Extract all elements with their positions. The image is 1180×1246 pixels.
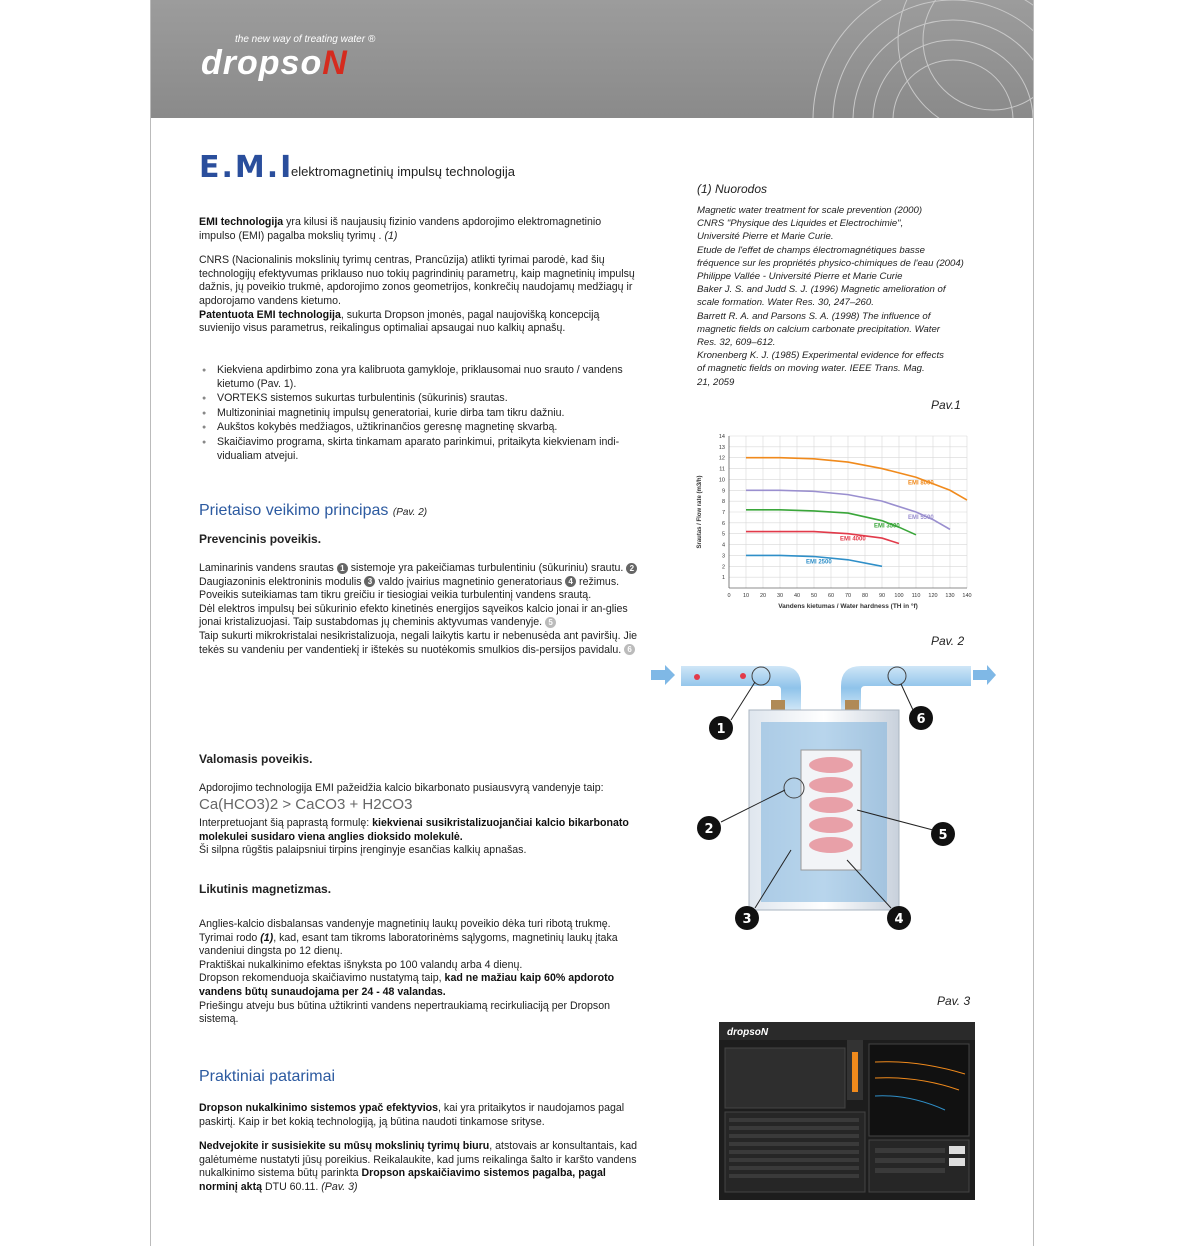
document-page xyxy=(150,0,1034,1246)
outlet-pipe-icon xyxy=(841,666,971,710)
logo-main: dropso xyxy=(201,44,323,82)
x-tick-label: 40 xyxy=(793,593,801,599)
calculation-software-screenshot xyxy=(719,1022,975,1200)
residual-subheading: Likutinis magnetizmas. xyxy=(199,882,332,896)
reference-line: CNRS "Physique des Liquides et Electrochimie", xyxy=(697,218,904,230)
y-tick-label: 4 xyxy=(721,542,725,549)
intro-section xyxy=(199,216,639,347)
series-label: EMI 3500 xyxy=(874,523,900,530)
marker-3-label: 3 xyxy=(742,912,752,927)
residual-text: Anglies-kalcio disbalansas vandenyje magnetinių laukų poveikio dėka turi ribotą trukmę. Tyrimai rodo (1), kad, esant tam tikroms laboratorinėms sąlygoms, magnetinių laukų įtaka vandeniui dingsta po 12 dienų. Praktiškai nukalkinimo efektas išnyksta po 100 valandų arba 4 dienų. Dropson rekomenduoja skaičiavimo nustatymą taip, kad ne mažiau kaip 60% apdoroto vandens būtų sunaudojama per 24 - 48 valandas. Priešingu atveju bus būtina užtikrinti vandens nepertraukiamą recirkuliaciją per Dropson sistemą. xyxy=(199,918,618,1026)
x-tick-label: 10 xyxy=(742,593,750,599)
y-tick-label: 2 xyxy=(721,564,725,571)
x-tick-label: 140 xyxy=(962,593,972,599)
marker-5-label: 5 xyxy=(938,828,948,843)
list-item: ● Skaičiavimo programa, skirta tinkamam aparato parinkimui, pritaikyta kiekvienam indi-vidualiam atvejui. xyxy=(199,436,639,463)
device-diagram xyxy=(651,660,996,960)
tagline: the new way of treating water ® xyxy=(235,34,376,45)
reference-line: Res. 32, 609–612. xyxy=(697,337,776,349)
figure-label-3: Pav. 3 xyxy=(937,994,971,1008)
intro-paragraph-2: CNRS (Nacionalinis mokslinių tyrimų centras, Prancūzija) atlikti tyrimai parodė, kad šių technologijų efektyvumas priklauso nuo tokių pagrindinių parametrų, kaip magnetinių impulsų dažnis, jų poveikio trukmė, apdorojimo zonos geometrijos, konkrečių naudojamų medžiagų ir apdorojamo vandens kietumo. xyxy=(199,254,635,307)
number-3-icon: 3 xyxy=(364,576,375,587)
x-tick-label: 120 xyxy=(928,593,938,599)
x-tick-label: 50 xyxy=(810,593,818,599)
reference-line: scale formation. Water Res. 30, 247–260. xyxy=(697,297,874,309)
reference-line: fréquence sur les propriétés physico-chimiques de l'eau (2004) xyxy=(697,257,964,269)
y-tick-label: 9 xyxy=(721,488,725,495)
y-tick-label: 5 xyxy=(721,531,725,538)
marker-4-label: 4 xyxy=(894,912,904,927)
y-tick-label: 3 xyxy=(721,553,725,560)
y-tick-label: 8 xyxy=(721,499,725,506)
curative-text: Apdorojimo technologija EMI pažeidžia kalcio bikarbonato pusiausvyrą vandenyje taip: Ca(HCO3)2 > CaCO3 + H2CO3 Interpretuojant šią paprastą formulę: kiekvienai susikristalizuojančiai kalcio bikarbonato molekulei susidaro viena anglies dioksido molekulė. Ši silpna rūgštis palaipsniui tirpins įrenginyje esančias kalkių apnašas. xyxy=(199,782,639,858)
reference-line: Baker J. S. and Judd S. J. (1996) Magnetic amelioration of xyxy=(697,284,946,296)
reference-line: Barrett R. A. and Parsons S. A. (1998) The influence of xyxy=(697,310,931,322)
references-title: (1) Nuorodos xyxy=(697,182,768,196)
principle-text: Laminarinis vandens srautas 1 sistemoje yra pakeičiamas turbulentiniu (sūkuriniu) srautu. 2 Daugiazoninis elektroninis modulis 3 valdo įvairius magnetinio generatoriaus 4 režimus. Poveikis suteikiamas tam tikru greičiu ir tiesiogiai veikia turbulentinį vandens srautą. Dėl elektros impulsų bei sūkurinio efekto kinetinės energijos sąveikos kalcio jonai ir an-glies jonai kristalizuojasi. Taip sustabdomas jų cheminis aktyvumas vandenyje. 5 Taip sukurti mikrokristalai nesikristalizuoja, negali laikytis kartu ir nebenusėda ant paviršių. Jie tekės su vandeniu per vandentiekį ir ištekės su nuotėkomis smulkios dis-persijos pavidalu. 6 xyxy=(199,562,638,656)
software-chart-icon xyxy=(869,1044,969,1136)
list-item: ● VORTEKS sistemos sukurtas turbulentinis (sūkurinis) srautas. xyxy=(199,392,639,406)
slider-level-icon xyxy=(852,1052,858,1092)
y-tick-label: 13 xyxy=(718,444,725,451)
list-item: ● Kiekviena apdirbimo zona yra kalibruota gamykloje, priklausomai nuo srauto / vandens kietumo (Pav. 1). xyxy=(199,364,639,391)
curative-subheading: Valomasis poveikis. xyxy=(199,752,313,766)
software-logo: dropsoN xyxy=(727,1027,769,1038)
series-line xyxy=(746,532,899,544)
reference-line: Kronenberg K. J. (1985) Experimental evidence for effects xyxy=(697,350,944,362)
x-tick-label: 20 xyxy=(759,593,767,599)
figure-label-2: Pav. 2 xyxy=(931,634,965,648)
tips-heading: Praktiniai patarimai xyxy=(199,1068,336,1085)
feature-list xyxy=(199,364,639,464)
x-tick-label: 130 xyxy=(945,593,955,599)
list-item: ● Aukštos kokybės medžiagos, užtikrinančios geresnę magnetinę skvarbą. xyxy=(199,421,639,435)
reference-line: Magnetic water treatment for scale prevention (2000) xyxy=(697,205,923,216)
marker-1-label: 1 xyxy=(716,722,726,737)
preventive-subheading: Prevencinis poveikis. xyxy=(199,532,322,546)
flow-hardness-chart xyxy=(681,428,981,614)
chemical-formula: Ca(HCO3)2 > CaCO3 + H2CO3 xyxy=(199,795,413,813)
number-2-icon: 2 xyxy=(626,563,637,574)
x-tick-label: 0 xyxy=(727,593,731,599)
series-label: EMI 4000 xyxy=(840,536,866,543)
header-banner xyxy=(151,0,1033,118)
x-tick-label: 90 xyxy=(878,593,886,599)
x-axis-label: Vandens kietumas / Water hardness (TH in °f) xyxy=(778,603,918,610)
x-tick-label: 100 xyxy=(894,593,904,599)
dropson-logo xyxy=(201,44,348,83)
x-tick-label: 70 xyxy=(844,593,852,599)
series-label: EMI 5500 xyxy=(908,515,934,521)
number-4-icon: 4 xyxy=(565,576,576,587)
outlet-arrow-icon xyxy=(973,665,996,685)
series-line xyxy=(746,458,967,500)
list-item: ● Multizoniniai magnetinių impulsų generatoriai, kurie dirba tam tikru dažniu. xyxy=(199,407,639,421)
y-tick-label: 11 xyxy=(719,466,725,473)
number-1-icon: 1 xyxy=(337,563,348,574)
reference-line: 21, 2059 xyxy=(697,376,735,388)
x-tick-label: 80 xyxy=(861,593,869,599)
inlet-arrow-icon xyxy=(651,665,675,685)
emi-logo: E.M.I xyxy=(199,150,294,185)
logo-n: N xyxy=(322,44,348,82)
emi-subtitle: elektromagnetinių impulsų technologija xyxy=(291,164,516,179)
reference-line: Université Pierre et Marie Curie. xyxy=(697,231,834,243)
x-tick-label: 30 xyxy=(776,593,784,599)
references-list xyxy=(697,204,997,389)
figure-label-1: Pav.1 xyxy=(931,398,961,412)
reference-line: Philippe Vallée - Université Pierre et Marie Curie xyxy=(697,271,903,283)
decorative-arcs-icon xyxy=(733,0,1033,118)
marker-6-label: 6 xyxy=(916,712,926,727)
y-tick-label: 1 xyxy=(721,575,725,582)
y-axis-label: Srautas / Flow rate (m3/h) xyxy=(697,475,703,549)
reference-line: of magnetic fields on moving water. IEEE Trans. Mag. xyxy=(697,363,925,375)
x-tick-label: 60 xyxy=(827,593,835,599)
series-label: EMI 2500 xyxy=(806,559,832,566)
intro-paragraph-3: Patentuota EMI technologija, sukurta Dropson įmonės, pagal naujovišką koncepciją suvienijo visus parametrus, reikalingus optimaliai apsaugai nuo kalkių apnašų. xyxy=(199,308,600,335)
y-tick-label: 10 xyxy=(718,477,725,484)
y-tick-label: 14 xyxy=(718,434,725,440)
reference-line: magnetic fields on calcium carbonate precipitation. Water xyxy=(697,323,940,335)
marker-2-label: 2 xyxy=(704,822,714,837)
number-6-icon: 6 xyxy=(624,644,635,655)
y-tick-label: 12 xyxy=(718,455,725,462)
y-tick-label: 7 xyxy=(721,510,725,516)
principle-heading: Prietaiso veikimo principas (Pav. 2) xyxy=(199,502,428,519)
y-tick-label: 6 xyxy=(721,520,725,527)
intro-paragraph-1: EMI technologija yra kilusi iš naujausių fizinio vandens apdorojimo elektromagnetinio impulso (EMI) pagalba mokslių tyrimų . (1) xyxy=(199,216,602,242)
reference-line: Etude de l'effet de champs électromagnétiques basse xyxy=(697,244,925,256)
tips-text: Dropson nukalkinimo sistemos ypač efektyvios, kai yra pritaikytos ir naudojamos pagal paskirtį. Kaip ir bet kokią technologiją, ją būtina naudoti tinkamose srityse. Nedvejokite ir susisiekite su mūsų mokslinių tyrimų biuru, atstovais ar konsultantais, kad galėtumėme nustatyti jūsų poreikius. Reikalaukite, kad jums reikalinga šalto ir karšto vandens nukalkinimo sistema būtų parinkta Dropson apskaičiavimo sistemos pagalba, pagal norminį aktą DTU 60.11. (Pav. 3) xyxy=(199,1102,638,1193)
x-tick-label: 110 xyxy=(911,593,921,599)
number-5-icon: 5 xyxy=(545,617,556,628)
series-label: EMI 8000 xyxy=(908,480,934,487)
